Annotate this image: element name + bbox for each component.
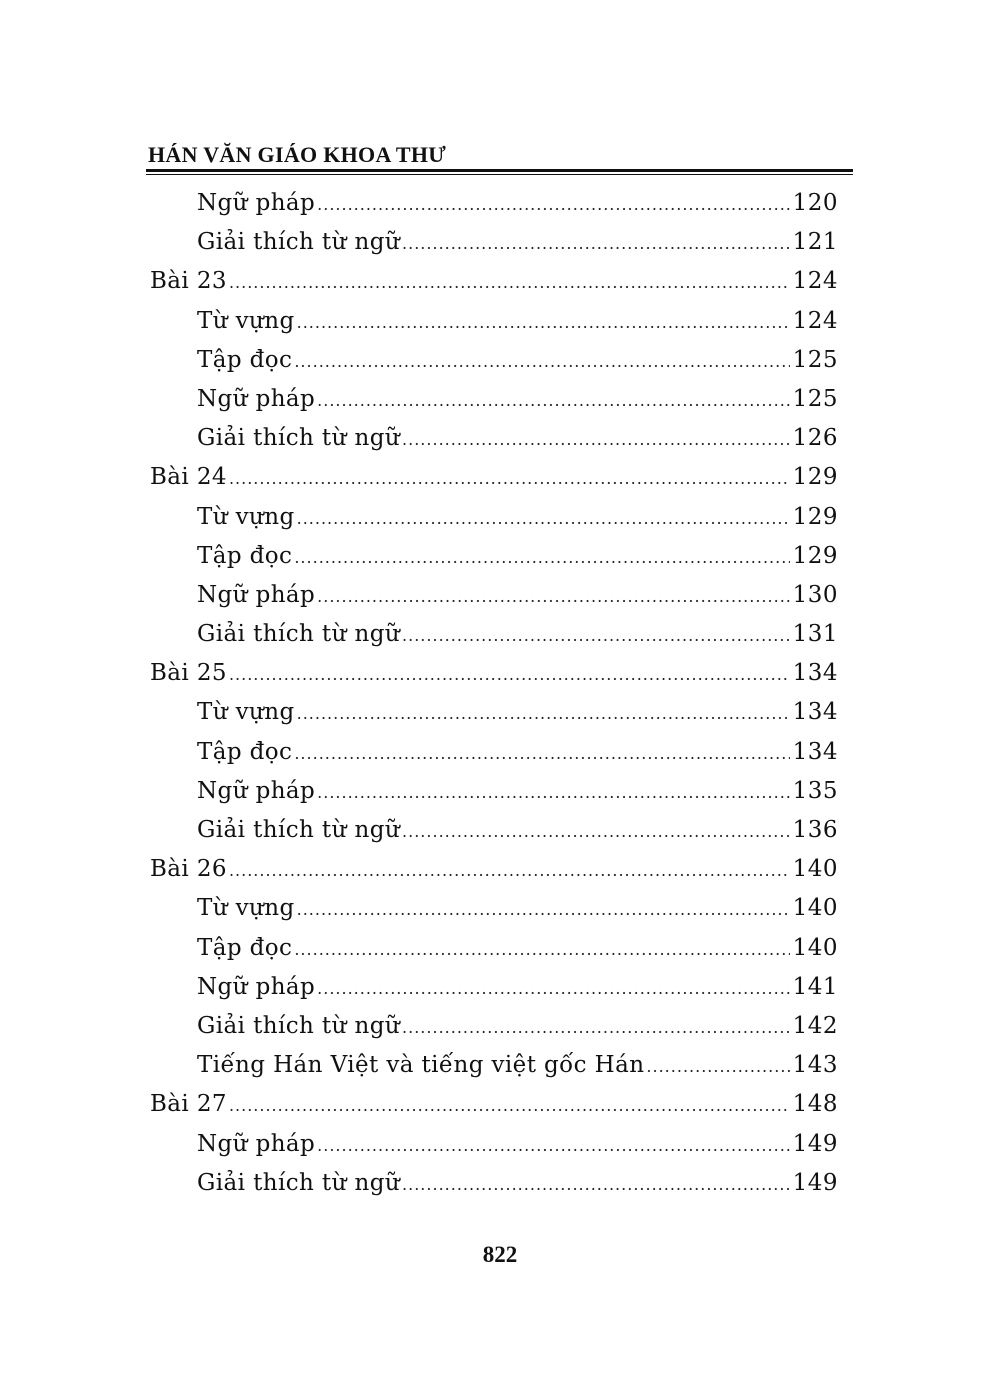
toc-entry-label: Ngữ pháp — [197, 581, 316, 608]
toc-dot-leader — [294, 930, 789, 969]
toc-entry-page-number: 140 — [792, 934, 838, 961]
toc-section-entry — [150, 772, 838, 811]
toc-dot-leader — [229, 1086, 790, 1125]
toc-dot-leader — [297, 499, 790, 538]
toc-entry-label: Bài 24 — [150, 464, 227, 491]
toc-section-entry — [150, 498, 838, 537]
toc-section-entry — [150, 184, 838, 223]
toc-section-entry — [150, 733, 838, 772]
toc-section-entry — [150, 615, 838, 654]
header-rule-thin — [146, 174, 853, 175]
toc-section-entry — [150, 811, 838, 850]
toc-entry-label: Bài 25 — [150, 660, 227, 687]
toc-entry-label: Tập đọc — [197, 346, 293, 373]
running-header-title: HÁN VĂN GIÁO KHOA THƯ — [148, 142, 447, 167]
toc-dot-leader — [317, 773, 789, 812]
toc-entry-label: Giải thích từ ngữ — [197, 425, 401, 452]
toc-entry-page-number: 129 — [792, 542, 838, 569]
toc-entry-page-number: 140 — [792, 895, 838, 922]
toc-entry-label: Tập đọc — [197, 542, 293, 569]
toc-dot-leader — [297, 694, 790, 733]
toc-section-entry — [150, 302, 838, 341]
toc-entry-page-number: 131 — [792, 621, 838, 648]
toc-entry-page-number: 124 — [792, 307, 838, 334]
toc-dot-leader — [229, 851, 790, 890]
toc-dot-leader — [402, 812, 790, 851]
toc-section-entry — [150, 968, 838, 1007]
toc-section-entry — [150, 929, 838, 968]
toc-section-entry — [150, 537, 838, 576]
toc-entry-label: Tập đọc — [197, 738, 293, 765]
page-number: 822 — [482, 1242, 518, 1267]
toc-dot-leader — [229, 655, 790, 694]
toc-entry-page-number: 142 — [792, 1012, 838, 1039]
toc-lesson-entry — [150, 458, 838, 497]
toc-dot-leader — [317, 577, 789, 616]
toc-entry-page-number: 134 — [792, 699, 838, 726]
toc-entry-page-number: 130 — [792, 581, 838, 608]
toc-section-entry — [150, 693, 838, 732]
toc-entry-page-number: 129 — [792, 464, 838, 491]
toc-entry-label: Giải thích từ ngữ — [197, 621, 401, 648]
toc-entry-label: Tập đọc — [197, 934, 293, 961]
toc-dot-leader — [317, 381, 789, 420]
toc-lesson-entry — [150, 850, 838, 889]
toc-entry-page-number: 129 — [792, 503, 838, 530]
toc-lesson-entry — [150, 654, 838, 693]
toc-dot-leader — [229, 263, 790, 302]
toc-entry-label: Bài 26 — [150, 856, 227, 883]
toc-section-entry — [150, 419, 838, 458]
toc-dot-leader — [317, 185, 789, 224]
toc-lesson-entry — [150, 1085, 838, 1124]
toc-entry-label: Từ vựng — [197, 699, 295, 726]
toc-dot-leader — [402, 1165, 790, 1204]
toc-entry-label: Ngữ pháp — [197, 777, 316, 804]
toc-entry-label: Bài 27 — [150, 1091, 227, 1118]
toc-section-entry — [150, 889, 838, 928]
toc-dot-leader — [317, 969, 789, 1008]
toc-entry-label: Tiếng Hán Việt và tiếng việt gốc Hán — [197, 1052, 645, 1079]
toc-dot-leader — [317, 1126, 789, 1165]
toc-entry-page-number: 136 — [792, 817, 838, 843]
toc-entry-label: Ngữ pháp — [197, 385, 316, 412]
toc-entry-label: Từ vựng — [197, 503, 295, 530]
toc-section-entry — [150, 341, 838, 380]
toc-dot-leader — [297, 890, 790, 929]
toc-entry-label: Bài 23 — [150, 268, 227, 295]
toc-dot-leader — [646, 1047, 789, 1086]
toc-entry-label: Ngữ pháp — [197, 973, 316, 1000]
toc-dot-leader — [402, 616, 790, 655]
toc-entry-label: Giải thích từ ngữ — [197, 1169, 401, 1196]
toc-section-entry — [150, 1007, 838, 1046]
toc-entry-page-number: 125 — [792, 346, 838, 373]
header-rule-thick — [146, 169, 853, 172]
toc-section-entry — [150, 223, 838, 262]
toc-entry-label: Giải thích từ ngữ — [197, 229, 401, 256]
toc-entry-page-number: 135 — [792, 777, 838, 804]
toc-entry-page-number: 134 — [792, 738, 838, 765]
toc-entry-label: Ngữ pháp — [197, 190, 316, 216]
toc-entry-label: Giải thích từ ngữ — [197, 1012, 401, 1039]
toc-section-entry — [150, 1125, 838, 1164]
toc-entry-label: Ngữ pháp — [197, 1130, 316, 1157]
toc-lesson-entry — [150, 262, 838, 301]
toc-entry-page-number: 149 — [792, 1169, 838, 1196]
toc-entry-page-number: 148 — [792, 1091, 838, 1118]
toc-section-entry — [150, 1046, 838, 1085]
toc-entry-page-number: 141 — [792, 973, 838, 1000]
toc-section-entry — [150, 576, 838, 615]
toc-dot-leader — [297, 303, 790, 342]
toc-entry-page-number: 120 — [792, 190, 838, 216]
toc-entry-label: Từ vựng — [197, 895, 295, 922]
toc-dot-leader — [402, 1008, 790, 1047]
toc-dot-leader — [402, 420, 790, 459]
toc-entry-page-number: 125 — [792, 385, 838, 412]
toc-dot-leader — [294, 538, 789, 577]
toc-entry-page-number: 140 — [792, 856, 838, 883]
toc-entry-label: Từ vựng — [197, 307, 295, 334]
toc-entry-page-number: 124 — [792, 268, 838, 295]
toc-entry-label: Giải thích từ ngữ — [197, 817, 401, 843]
toc-dot-leader — [402, 224, 790, 263]
toc-section-entry — [150, 380, 838, 419]
toc-entry-page-number: 149 — [792, 1130, 838, 1157]
toc-section-entry — [150, 1164, 838, 1203]
toc-entry-page-number: 143 — [792, 1052, 838, 1079]
toc-entry-page-number: 121 — [792, 229, 838, 256]
toc-dot-leader — [294, 734, 789, 773]
toc-dot-leader — [229, 459, 790, 498]
toc-entry-page-number: 126 — [792, 425, 838, 452]
toc-dot-leader — [294, 342, 789, 381]
toc-entry-page-number: 134 — [792, 660, 838, 687]
table-of-contents — [150, 184, 838, 1203]
